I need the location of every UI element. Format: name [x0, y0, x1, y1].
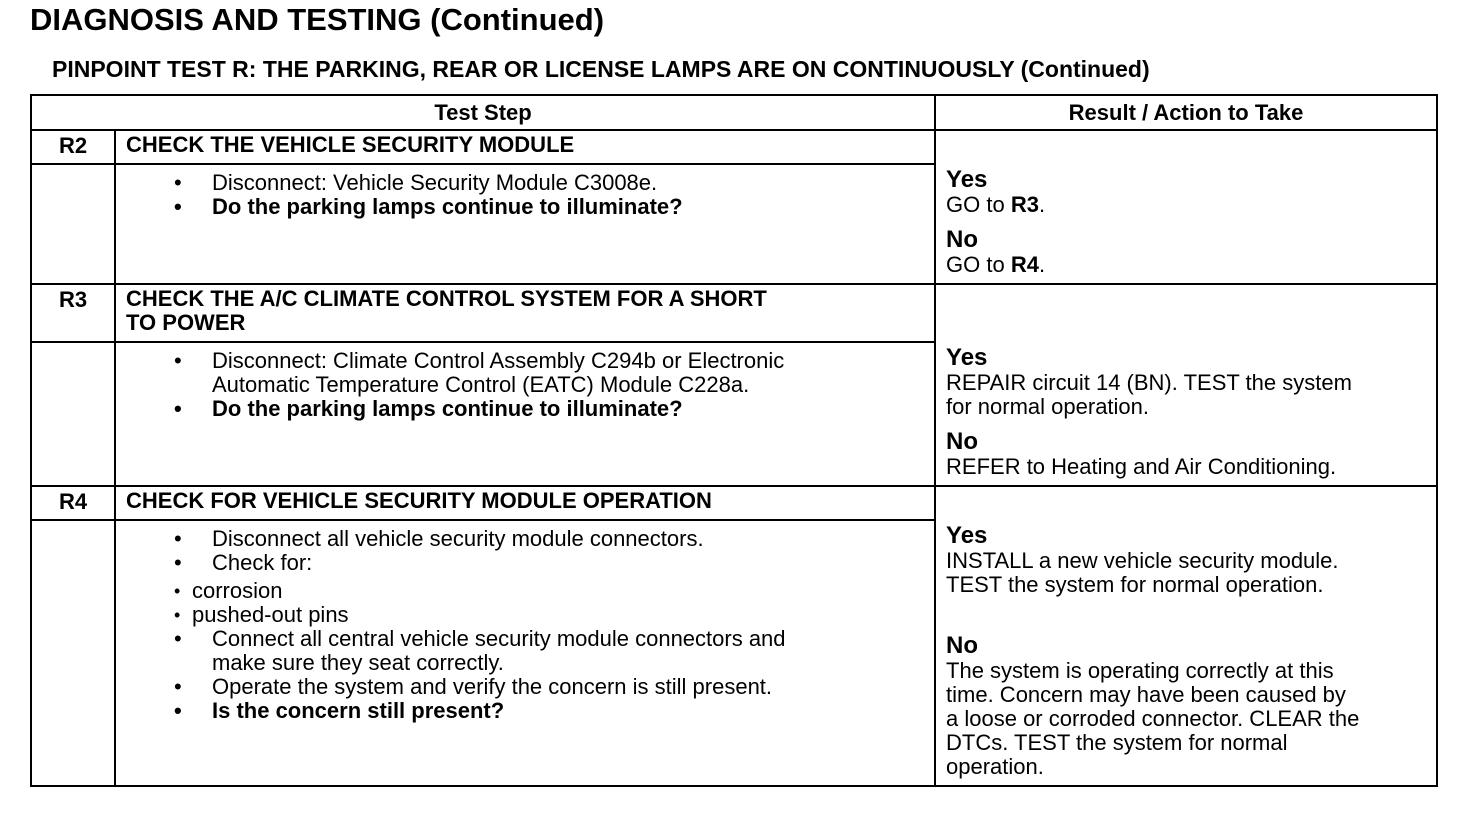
- list-item-line: Disconnect: Climate Control Assembly C294b or Electronic: [212, 348, 785, 373]
- step-result: [935, 284, 1437, 486]
- pinpoint-test-title: PINPOINT TEST R: THE PARKING, REAR OR LICENSE LAMPS ARE ON CONTINUOUSLY (Continued): [52, 56, 1150, 82]
- result-no-action: time. Concern may have been caused by: [946, 682, 1346, 707]
- step-title-row: [31, 284, 1437, 342]
- result-yes-label: Yes: [946, 166, 988, 193]
- step-result: [935, 486, 1437, 786]
- list-item: • Disconnect all vehicle security module connectors.: [212, 527, 934, 551]
- step-title-row: [31, 130, 1437, 164]
- step-id-spacer: [31, 164, 115, 284]
- list-item-line: Connect all central vehicle security module connectors and: [212, 626, 786, 651]
- column-header-result: Result / Action to Take: [935, 95, 1437, 130]
- goto-step-ref: R3: [1010, 192, 1039, 217]
- result-no-label: No: [946, 428, 979, 455]
- step-title: [115, 486, 935, 520]
- pinpoint-test-table: [30, 94, 1438, 787]
- action-text: GO to: [946, 192, 1011, 217]
- step-id: R4: [31, 486, 115, 520]
- result-no-action: [946, 253, 1428, 277]
- step-title-line: CHECK THE VEHICLE SECURITY MODULE: [126, 132, 575, 157]
- step-id-spacer: [31, 342, 115, 486]
- result-yes-action: REPAIR circuit 14 (BN). TEST the system: [946, 370, 1352, 395]
- result-no-label: No: [946, 226, 979, 253]
- step-id-spacer: [31, 520, 115, 786]
- list-item: [212, 349, 934, 397]
- list-item-question: • Do the parking lamps continue to illuminate?: [212, 397, 934, 421]
- goto-step-ref: R4: [1010, 252, 1039, 277]
- result-no-action: DTCs. TEST the system for normal: [946, 730, 1288, 755]
- result-yes-action: TEST the system for normal operation.: [946, 572, 1324, 597]
- result-no-action: The system is operating correctly at this: [946, 658, 1334, 683]
- result-no-action: operation.: [946, 754, 1044, 779]
- step-title: [115, 130, 935, 164]
- table-header-row: [31, 95, 1437, 130]
- step-instructions: [115, 164, 935, 284]
- action-end: .: [1038, 252, 1046, 277]
- result-no-label: No: [946, 632, 979, 659]
- sub-list: [170, 579, 934, 627]
- list-item-question: • Is the concern still present?: [212, 699, 934, 723]
- step-result: [935, 130, 1437, 284]
- step-title-line: CHECK FOR VEHICLE SECURITY MODULE OPERATION: [126, 488, 712, 513]
- action-text: GO to: [946, 252, 1011, 277]
- result-yes-action: for normal operation.: [946, 394, 1150, 419]
- list-item: [192, 550, 934, 627]
- step-title-row: [31, 486, 1437, 520]
- step-instructions: [115, 342, 935, 486]
- list-item: [212, 627, 934, 675]
- step-title: [115, 284, 935, 342]
- action-end: .: [1038, 192, 1046, 217]
- step-instructions: [115, 520, 935, 786]
- sub-list-item: • corrosion: [170, 579, 934, 603]
- step-id: R2: [31, 130, 115, 164]
- list-item: • Disconnect: Vehicle Security Module C3008e.: [212, 171, 934, 195]
- step-id: R3: [31, 284, 115, 342]
- list-item-line: make sure they seat correctly.: [212, 650, 504, 675]
- result-no-action: REFER to Heating and Air Conditioning.: [946, 454, 1337, 479]
- list-item-question: • Do the parking lamps continue to illuminate?: [212, 195, 934, 219]
- list-item-line: Check for:: [212, 550, 313, 575]
- list-item-line: Automatic Temperature Control (EATC) Module C228a.: [212, 372, 750, 397]
- page-title: DIAGNOSIS AND TESTING (Continued): [30, 2, 605, 37]
- sub-list-item: • pushed-out pins: [170, 603, 934, 627]
- list-item: • Operate the system and verify the concern is still present.: [212, 675, 934, 699]
- result-yes-label: Yes: [946, 522, 988, 549]
- result-no-action: a loose or corroded connector. CLEAR the: [946, 706, 1360, 731]
- column-header-test-step: Test Step: [31, 95, 935, 130]
- result-yes-action: INSTALL a new vehicle security module.: [946, 548, 1339, 573]
- result-yes-label: Yes: [946, 344, 988, 371]
- result-yes-action: [946, 193, 1428, 217]
- step-title-line: CHECK THE A/C CLIMATE CONTROL SYSTEM FOR A SHORT: [126, 286, 767, 311]
- step-title-line: TO POWER: [126, 310, 246, 335]
